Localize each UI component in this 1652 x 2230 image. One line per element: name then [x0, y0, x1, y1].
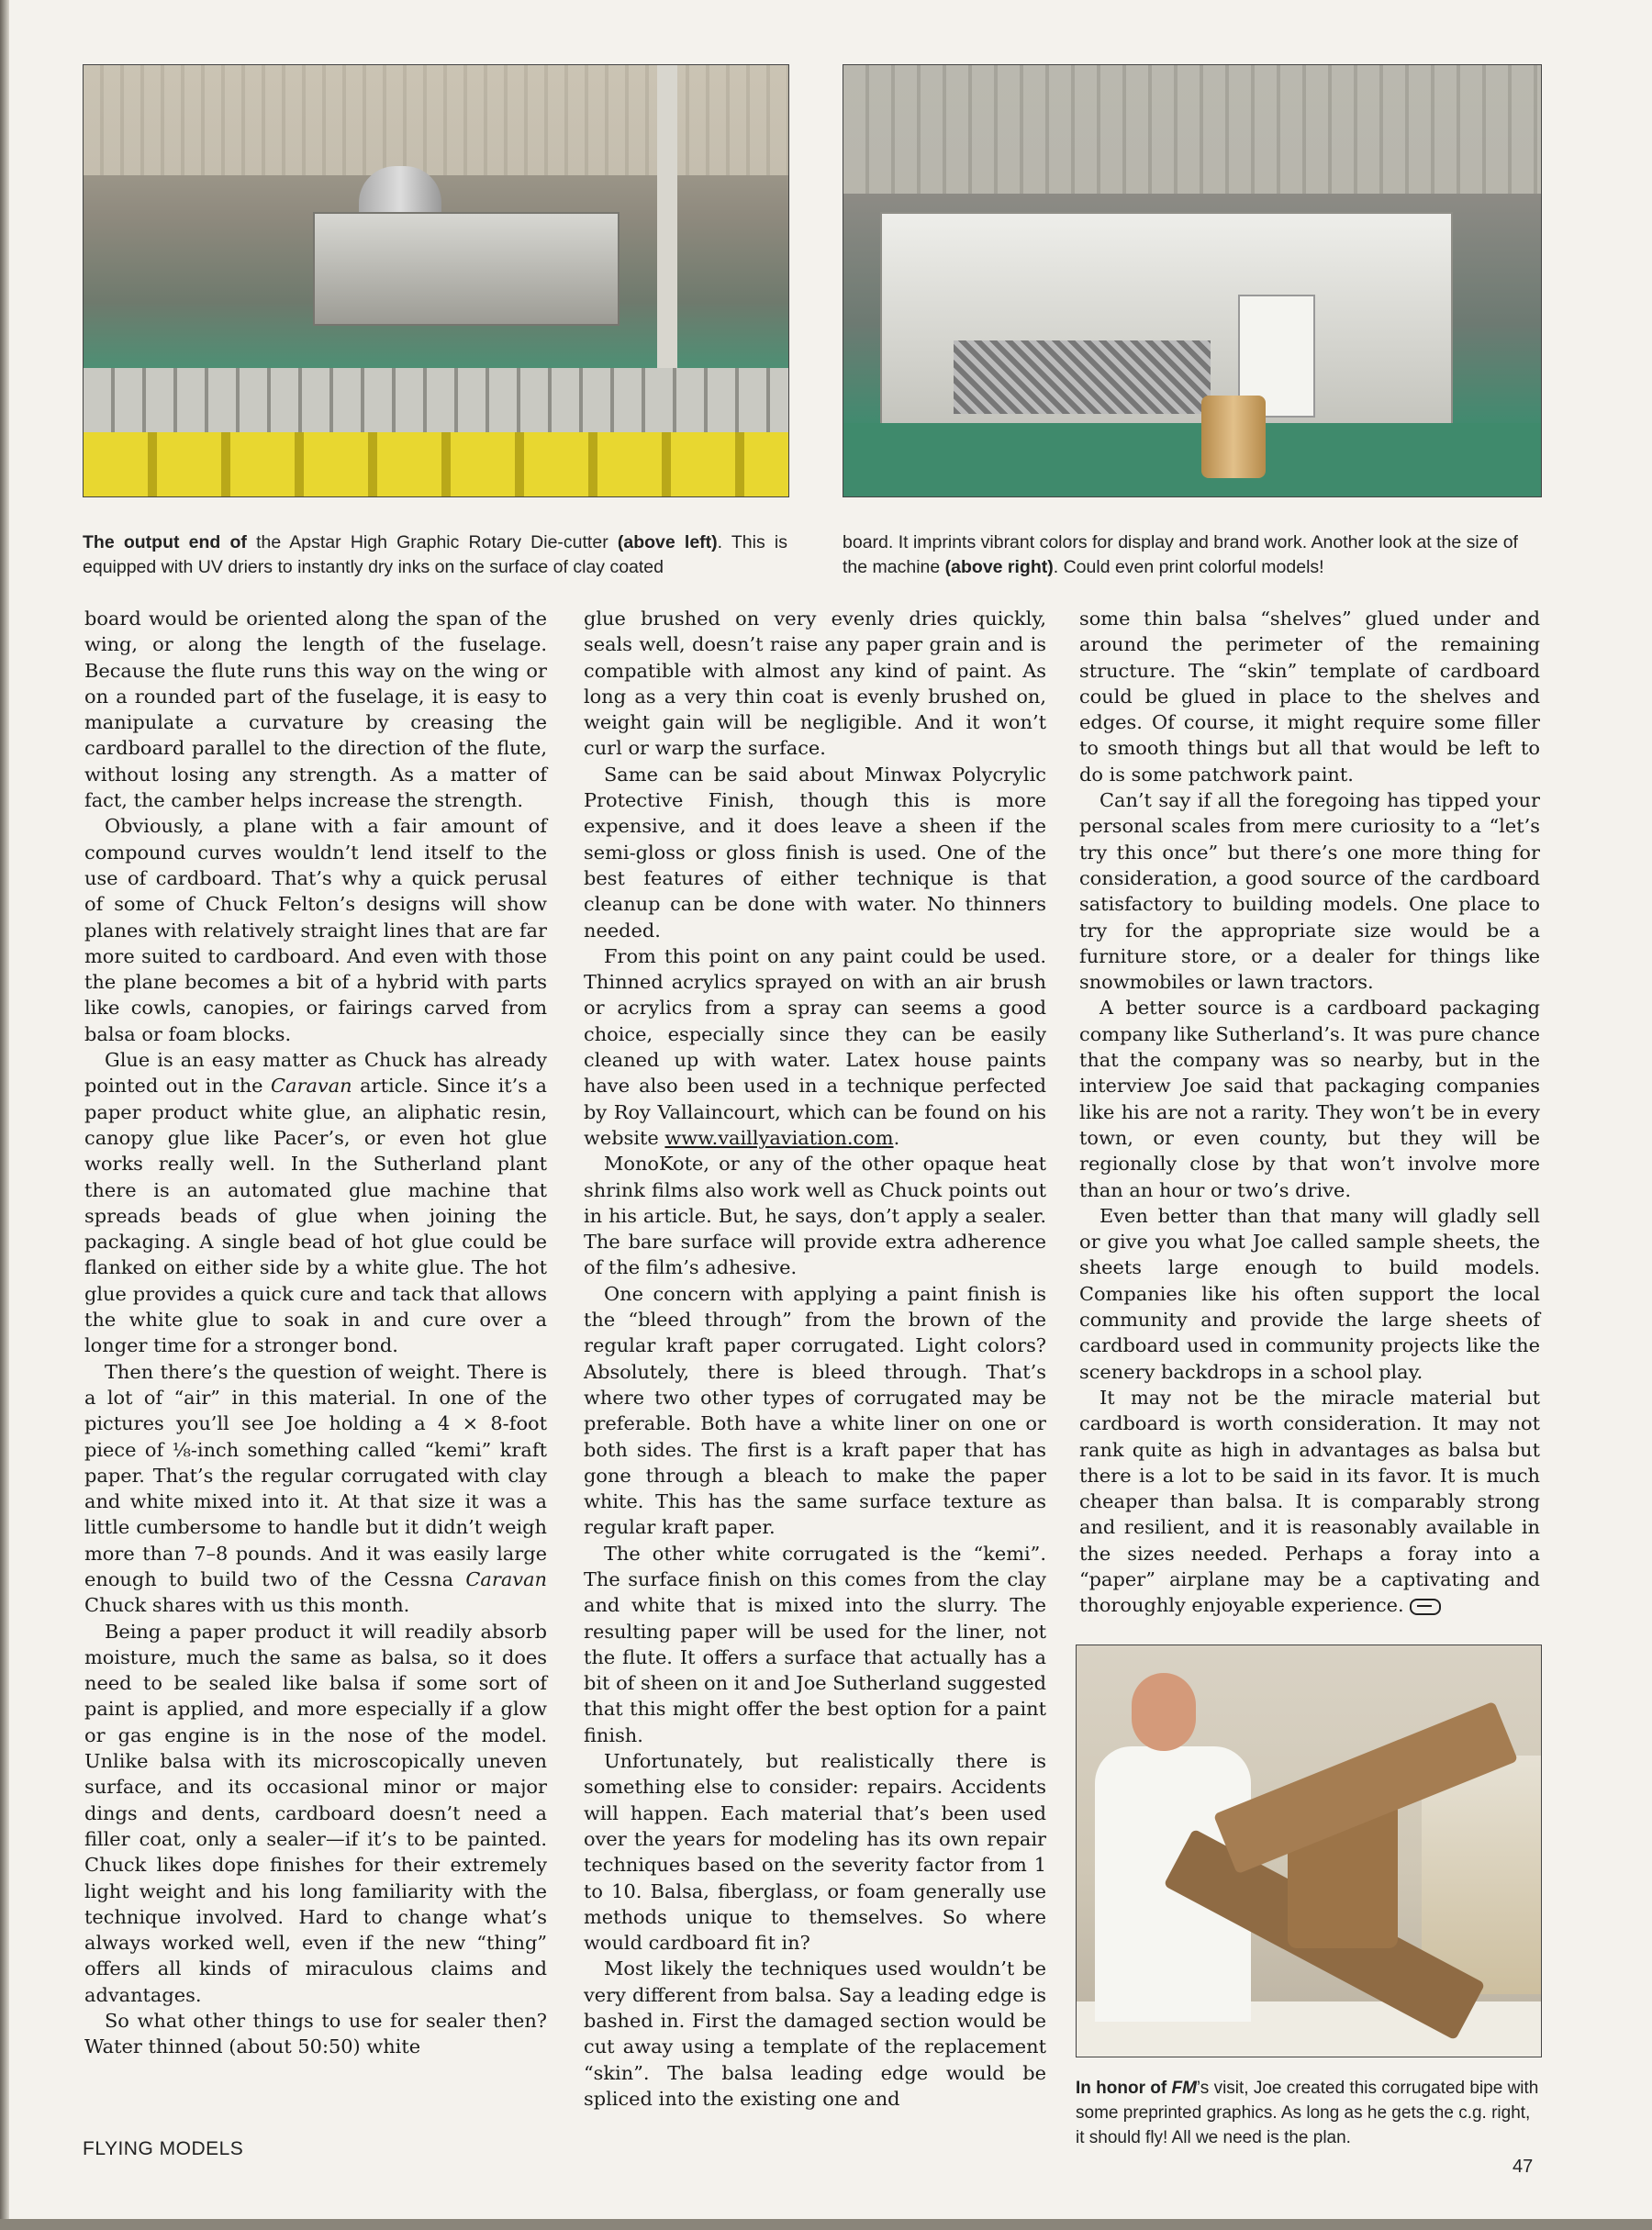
photo-cardboard-biplane	[1076, 1645, 1542, 2057]
end-mark-icon	[1410, 1599, 1441, 1615]
paragraph: glue brushed on very evenly dries quickly, seals well, doesn’t raise any paper grain and is compatible with almost any kind of paint. As long as a very thin coat is evenly brushed on, weight gain will be negligible. And it won’t curl or warp the surface.	[584, 608, 1046, 760]
paragraph: A better source is a cardboard packaging company like Sutherland’s. It was pure chance that the company was so nearby, but in the interview Joe said that packaging companies like his are not a rarity. They won’t be in every town, or even county, but they will be regionally close by that won’t involve more than an hour or two’s drive.	[1079, 997, 1540, 1201]
paragraph: Most likely the techniques used wouldn’t be very different from balsa. Say a leading edge is bashed in. First the damaged section would be cut away using a template of the replacement “skin”. The balsa leading edge would be spliced into the existing one and	[584, 1957, 1046, 2110]
website-link[interactable]: www.vaillyaviation.com	[664, 1126, 894, 1149]
article-column-2	[584, 606, 1046, 2112]
page-edge	[0, 0, 9, 2230]
paragraph: MonoKote, or any of the other opaque heat shrink films also work well as Chuck points out in his article. But, he says, don’t apply a sealer. The bare surface will provide extra adherence of the film’s adhesive.	[584, 1153, 1046, 1279]
paragraph: From this point on any paint could be used. Thinned acrylics sprayed on with an air brush or acrylics from a spray can seems a good choice, especially since they can be easily cleaned up with water. Latex house paints have also been used in a technique perfected by Roy Vallaincourt, which can be found on his website www.vaillyaviation.com.	[584, 944, 1046, 1149]
article-column-3	[1079, 606, 1540, 1619]
paragraph: Unfortunately, but realistically there is something else to consider: repairs. Accidents will happen. Each material that’s been used over the years for modeling has its own repair techniques based on the severity factor from 1 to 10. Balsa, fiberglass, or foam generally use methods unique to themselves. So where would cardboard fit in?	[584, 1750, 1046, 1955]
paragraph: Then there’s the question of weight. There is a lot of “air” in this material. In one of the pictures you’ll see Joe holding a 4 × 8-foot piece of ⅛-inch something called “kemi” kraft paper. That’s the regular corrugated with clay and white mixed into it. At that size it was a little cumbersome to handle but it didn’t weigh more than 7–8 pounds. And it was easily large enough to build two of the Cessna Caravan Chuck shares with us this month.	[84, 1360, 547, 1617]
photo-caption-biplane: In honor of FM’s visit, Joe created this corrugated bipe with some preprinted graphics. As long as he gets the c.g. right, it should fly! All we need is the plan.	[1076, 2079, 1539, 2147]
paragraph: Can’t say if all the foregoing has tipped your personal scales from mere curiosity to a “let’s try this once” but there’s one more thing for consideration, a good source of the cardboard satisfactory to building models. One place to try for the appropriate size would be a furniture store, or a dealer for things like snowmobiles or lawn tractors.	[1079, 789, 1540, 994]
article-column-1	[84, 606, 547, 2060]
photo-caption-left: The output end of the Apstar High Graphic Rotary Die-cutter (above left). This is equipped with UV driers to instantly dry inks on the surface of clay coated	[83, 532, 787, 577]
magazine-footer-title: FLYING MODELS	[83, 2138, 244, 2159]
page-edge-bottom	[0, 2219, 1652, 2230]
paragraph: board would be oriented along the span of the wing, or along the length of the fuselage. Because the flute runs this way on the wing or on a rounded part of the fuselage, it is easy to manipulate a curvature by creasing the cardboard parallel to the direction of the flute, without losing any strength. As a matter of fact, the camber helps increase the strength.	[84, 608, 547, 812]
paragraph: The other white corrugated is the “kemi”. The surface finish on this comes from the clay and white that is mixed into the slurry. The resulting paper will be used for the liner, not the flute. It offers a surface that actually has a bit of sheen on it and Joe Sutherland suggested that this might offer the best option for a paint finish.	[584, 1542, 1047, 1746]
photo-diecutter-output	[83, 64, 789, 497]
paragraph: Same can be said about Minwax Polycrylic Protective Finish, though this is more expensive, and it does leave a sheen if the semi-gloss or gloss finish is used. One of the best features of either technique is that cleanup can be done with water. No thinners needed.	[584, 763, 1046, 942]
paragraph: some thin balsa “shelves” glued under and around the perimeter of the remaining structure. The “skin” template of cardboard could be glued in place to the shelves and edges. Of course, it might require some filler to smooth things but all that would be left to do is some patchwork paint.	[1079, 608, 1540, 786]
paragraph: Obviously, a plane with a fair amount of compound curves wouldn’t lend itself to the use of cardboard. That’s why a quick perusal of some of Chuck Felton’s designs will show planes with relatively straight lines that are far more suited to cardboard. And even with those the plane becomes a bit of a hybrid with parts like cowls, canopies, or fairings carved from balsa or foam blocks.	[84, 815, 547, 1045]
paragraph: So what other things to use for sealer then? Water thinned (about 50:50) white	[84, 2010, 547, 2058]
paragraph: One concern with applying a paint finish is the “bleed through” from the brown of the regular kraft paper corrugated. Light colors? Absolutely, there is bleed through. That’s where two other types of corrugated may be preferable. Both have a white liner on one or both sides. The first is a kraft paper that has gone through a bleach to make the paper white. This has the same surface texture as regular kraft paper.	[584, 1282, 1046, 1539]
page-number: 47	[1512, 2157, 1534, 2177]
paragraph: It may not be the miracle material but cardboard is worth consideration. It may not rank quite as high in advantages as balsa but there is a lot to be said in its favor. It is much cheaper than balsa. It is comparably strong and resilient, and it is reasonably available in the sizes needed. Perhaps a foray into a “paper” airplane may be a captivating and thoroughly enjoyable experience.	[1079, 1386, 1540, 1617]
paragraph: Glue is an easy matter as Chuck has already pointed out in the Caravan article. Since it’s a paper product white glue, an aliphatic resin, canopy glue like Pacer’s, or even hot glue works really well. In the Sutherland plant there is an automated glue machine that spreads beads of glue when joining the packaging. A single bead of hot glue could be flanked on either side by a white glue. The hot glue provides a quick cure and tack that allows the white glue to soak in and cure over a longer time for a stronger bond.	[84, 1049, 547, 1357]
paragraph: Even better than that many will gladly sell or give you what Joe called sample sheets, the sheets large enough to build models. Companies like his often support the local community and provide the large sheets of cardboard used in community projects like the scenery backdrops in a school play.	[1079, 1204, 1540, 1383]
photo-printing-press	[843, 64, 1542, 497]
photo-caption-right: board. It imprints vibrant colors for display and brand work. Another look at the size of the machine (above right). Could even print colorful models!	[843, 532, 1518, 577]
paragraph: Being a paper product it will readily absorb moisture, much the same as balsa, so it does need to be sealed like balsa if some sort of paint is applied, and more especially if a glow or gas engine is in the nose of the model. Unlike balsa with its microscopically uneven surface, and its occasional minor or major dings and dents, cardboard doesn’t need a filler coat, only a sealer—if it’s to be painted. Chuck likes dope finishes for their extremely light weight and his long familiarity with the technique involved. Hard to change what’s always worked well, even if the new “thing” offers all kinds of miraculous claims and advantages.	[84, 1620, 547, 2006]
